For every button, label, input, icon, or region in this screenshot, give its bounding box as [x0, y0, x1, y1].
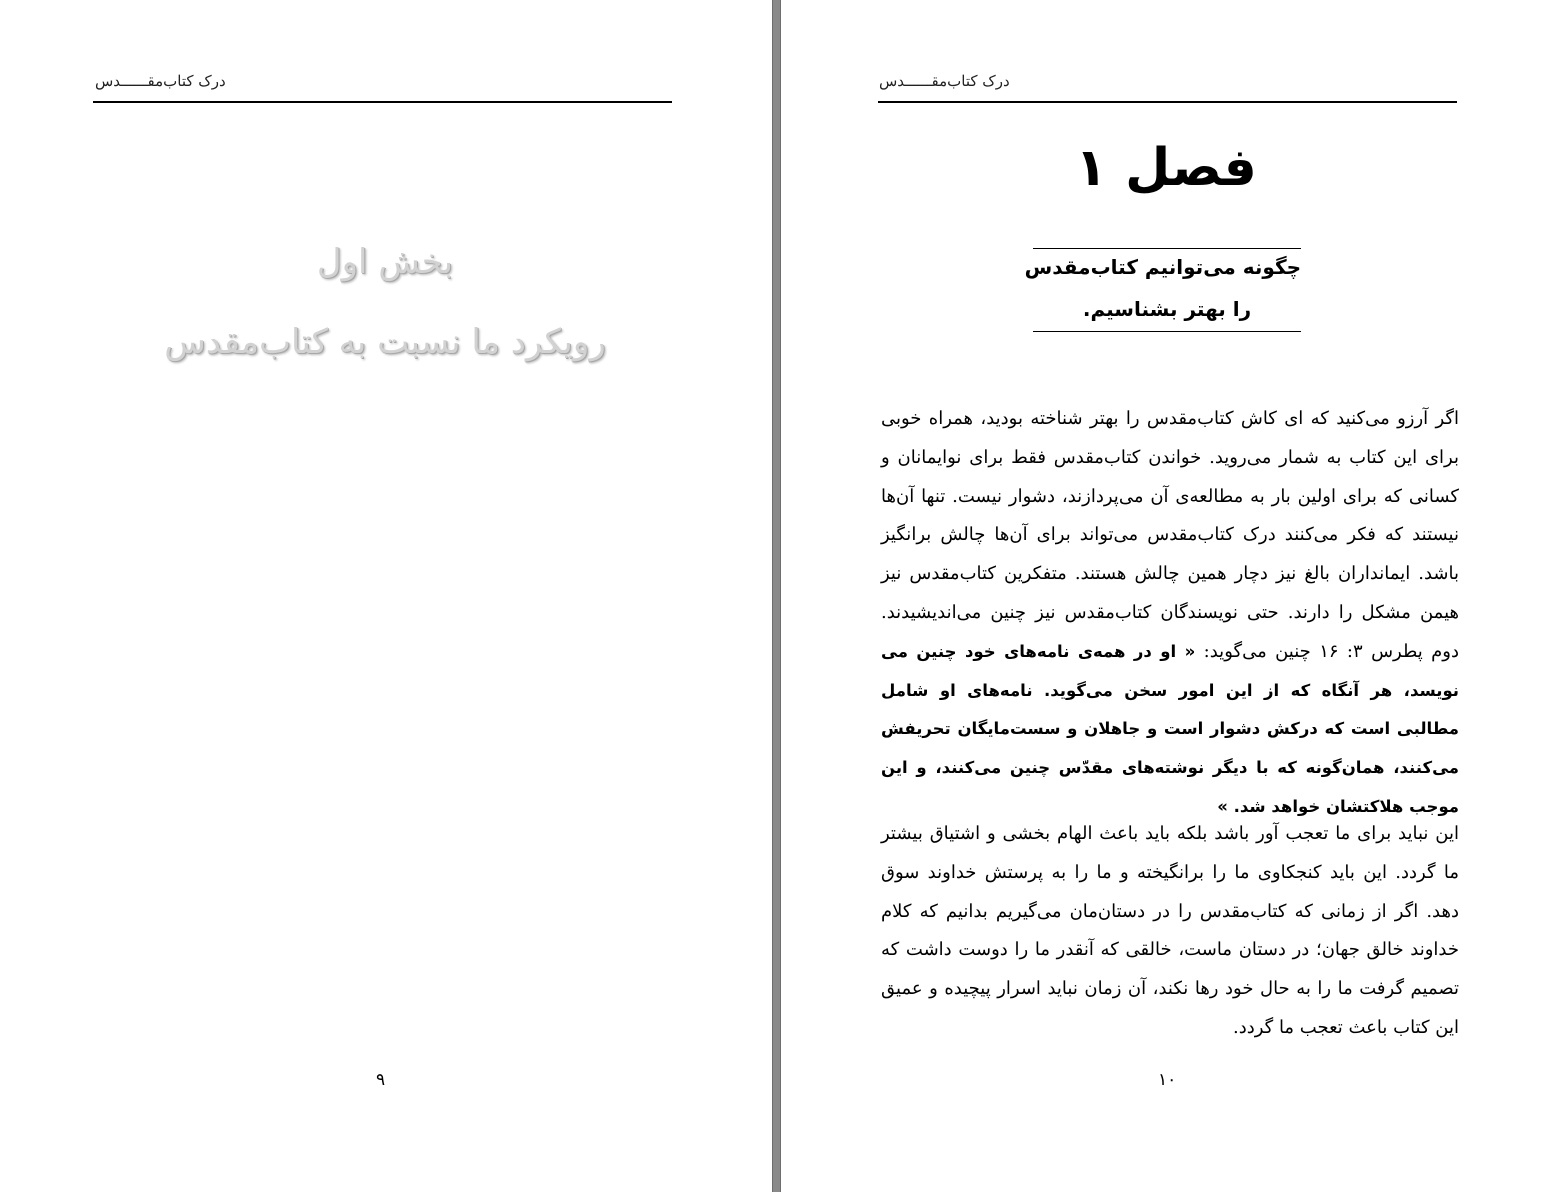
right-page [781, 0, 1551, 1192]
left-page [0, 0, 772, 1192]
scripture-quote: « او در همه‌ی نامه‌های خود چنین می نویسد، هر آنگاه که از این امور سخن می‌گوید. نامه‌های او شامل مطالبی است که درکش دشوار است و جاهلان و سست‌مایگان تحریفش می‌کنند، همان‌گونه که با دیگر نوشته‌های مقدّس چنین می‌کنند، و این موجب هلاکتشان خواهد شد. » [881, 641, 1459, 816]
left-header-rule [93, 101, 672, 103]
chapter-subtitle-box [1024, 248, 1301, 332]
chapter-title: فصل ۱ [1075, 138, 1257, 198]
left-page-number: ۹ [376, 1070, 386, 1090]
page-gutter [772, 0, 781, 1192]
left-running-head: درک کتاب‌مقــــــدس [95, 72, 226, 90]
part-title: بخش اول [316, 242, 454, 282]
paragraph-2: این نباید برای ما تعجب آور باشد بلکه باید باعث الهام بخشی و اشتیاق بیشتر ما گردد. این باید کنجکاوی ما را برانگیخته و ما را به پرستش خداوند سوق دهد. اگر از زمانی که کتاب‌مقدس را در دستان‌مان می‌گیریم بدانیم که کلام خداوند خالق جهان؛ در دستان ماست، خالقی که آنقدر ما را دوست داشت که تصمیم گرفت ما را به حال خود رها نکند، آن زمان نباید اسرار پیچیده و عمیق این کتاب باعث تعجب ما گردد. [881, 823, 1459, 1038]
chapter-subtitle-line-2: را بهتر بشناسیم. [1082, 297, 1252, 321]
part-subtitle: رویکرد ما نسبت به کتاب‌مقدس [164, 322, 606, 362]
right-page-number: ۱۰ [1158, 1070, 1177, 1090]
right-header-rule [878, 101, 1457, 103]
chapter-subtitle-line-1: چگونه می‌توانیم کتاب‌مقدس [1024, 255, 1301, 279]
right-running-head: درک کتاب‌مقــــــدس [879, 72, 1010, 90]
paragraph-1-text: اگر آرزو می‌کنید که ای کاش کتاب‌مقدس را بهتر شناخته بودید، همراه خوبی برای این کتاب به شمار می‌روید. خواندن کتاب‌مقدس فقط برای نوایمانان و کسانی که برای اولین بار به مطالعه‌ی آن می‌پردازند، دشوار نیست. تنها آن‌ها نیستند که فکر می‌کنند درک کتاب‌مقدس می‌تواند برای آن‌ها چالش برانگیز باشد. ایمانداران بالغ نیز دچار همین چالش هستند. متفکرین کتاب‌مقدس نیز هیمن مشکل را دارند. حتی نویسندگان کتاب‌مقدس نیز چنین می‌اندیشیدند. دوم پطرس ۳: ۱۶ چنین می‌گوید: [881, 408, 1459, 662]
paragraph-1 [881, 400, 1459, 827]
